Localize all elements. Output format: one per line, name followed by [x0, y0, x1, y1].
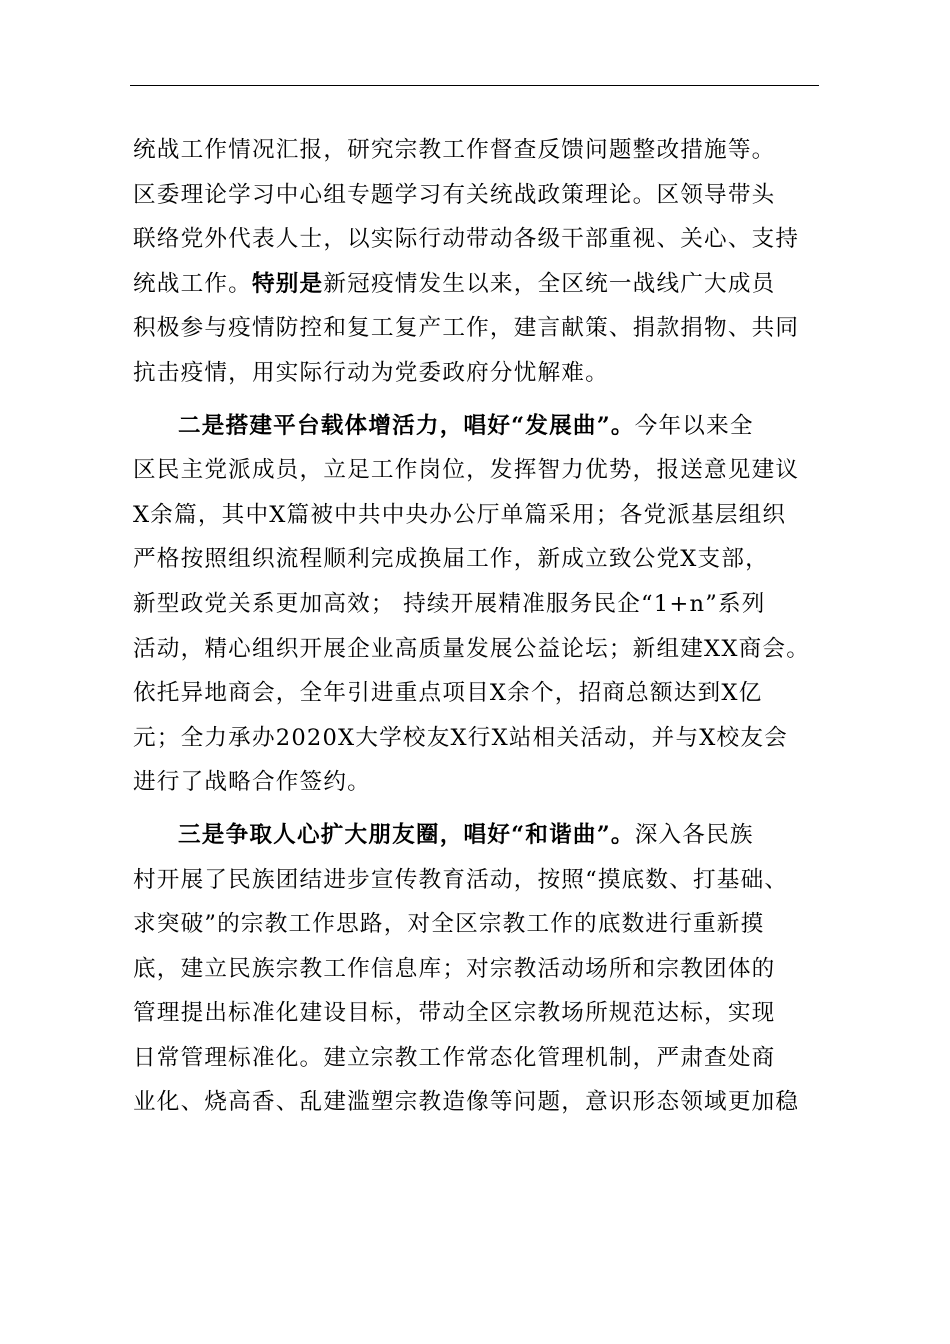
text-line: 村开展了民族团结进步宣传教育活动，按照“摸底数、打基础、	[133, 866, 789, 893]
text-line: 依托异地商会，全年引进重点项目X余个，招商总额达到X亿	[133, 680, 763, 707]
text-segment: 今年以来全	[634, 412, 754, 439]
text-segment: 新冠疫情发生以来，全区统一战线广大成员	[323, 270, 776, 297]
text-line: 新型政党关系更加高效； 持续开展精准服务民企“1+n”系列	[133, 590, 766, 617]
text-line: X余篇，其中X篇被中共中央办公厅单篇采用；各党派基层组织	[133, 501, 787, 528]
text-line: 底，建立民族宗教工作信息库；对宗教活动场所和宗教团体的	[133, 955, 776, 982]
text-line: 业化、烧高香、乱建滥塑宗教造像等问题，意识形态领域更加稳	[133, 1089, 800, 1116]
text-line: 管理提出标准化建设目标，带动全区宗教场所规范达标，实现	[133, 1000, 776, 1027]
text-line: 区民主党派成员，立足工作岗位，发挥智力优势，报送意见建议	[133, 457, 800, 484]
paragraph-1	[133, 128, 823, 396]
paragraph-gap	[133, 805, 823, 813]
text-line	[133, 404, 823, 449]
text-line	[133, 813, 823, 858]
text-line: 日常管理标准化。建立宗教工作常态化管理机制，严肃查处商	[133, 1044, 776, 1071]
text-line: 联络党外代表人士，以实际行动带动各级干部重视、关心、支持	[133, 226, 800, 253]
text-segment: 深入各民族	[634, 821, 754, 848]
text-line	[133, 262, 823, 307]
text-line: 统战工作情况汇报，研究宗教工作督查反馈问题整改措施等。	[133, 137, 776, 163]
header-rule	[130, 85, 819, 86]
section-heading: 二是搭建平台载体增活力，唱好“发展曲”。	[178, 412, 635, 439]
paragraph-2	[133, 404, 823, 805]
text-line: 抗击疫情，用实际行动为党委政府分忧解难。	[133, 359, 609, 386]
text-line: 积极参与疫情防控和复工复产工作，建言献策、捐款捐物、共同	[133, 315, 800, 342]
bold-emphasis: 特别是	[251, 270, 324, 297]
text-line: 元；全力承办2020X大学校友X行X站相关活动，并与X校友会	[133, 724, 788, 751]
text-line: 活动，精心组织开展企业高质量发展公益论坛；新组建XX商会。	[133, 635, 811, 662]
document-body	[133, 128, 823, 1125]
text-line: 区委理论学习中心组专题学习有关统战政策理论。区领导带头	[133, 181, 776, 208]
paragraph-3	[133, 813, 823, 1125]
paragraph-gap	[133, 396, 823, 404]
section-heading: 三是争取人心扩大朋友圈，唱好“和谐曲”。	[178, 821, 635, 848]
text-line: 进行了战略合作签约。	[133, 769, 371, 796]
text-line: 求突破”的宗教工作思路，对全区宗教工作的底数进行重新摸	[133, 911, 765, 938]
text-segment: 统战工作。	[133, 270, 252, 297]
text-line: 严格按照组织流程顺利完成换届工作，新成立致公党X支部，	[133, 546, 769, 573]
